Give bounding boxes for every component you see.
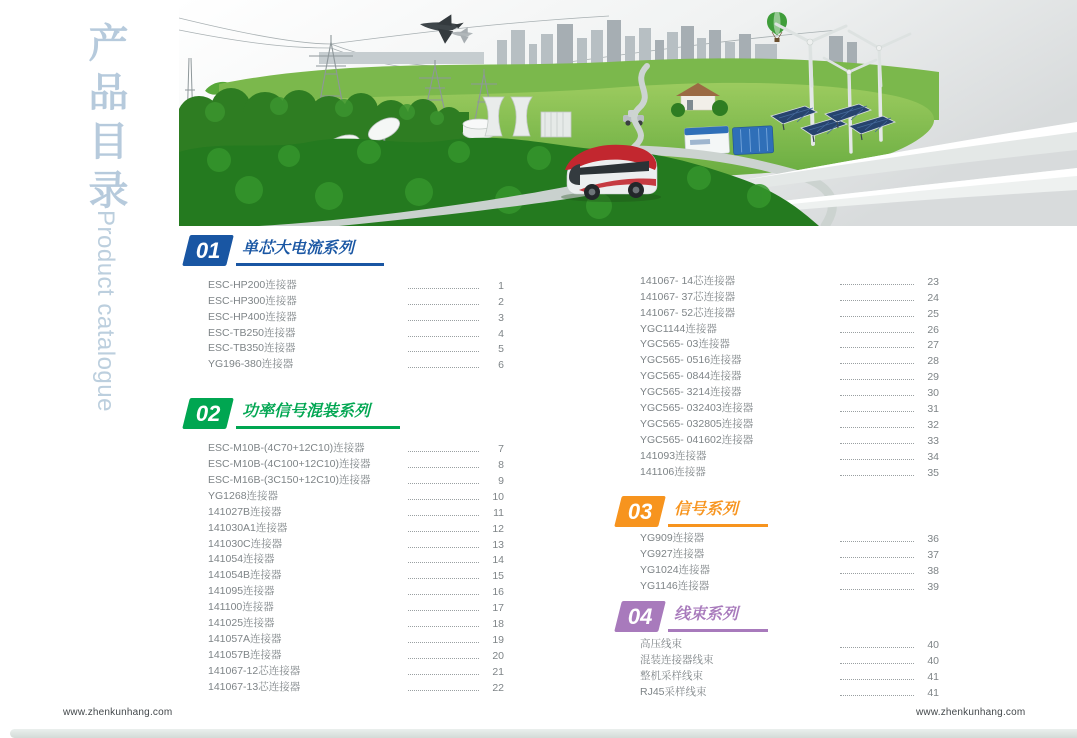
toc-page-number: 32 bbox=[927, 418, 939, 431]
toc-page-number: 13 bbox=[492, 538, 504, 551]
toc-entry[interactable] bbox=[640, 336, 939, 352]
toc-page-number: 25 bbox=[927, 307, 939, 320]
toc-entry-label: ESC-HP200连接器 bbox=[208, 278, 297, 291]
section-number-badge bbox=[182, 235, 234, 266]
section-title: 线束系列 bbox=[668, 601, 768, 632]
toc-entry[interactable] bbox=[208, 340, 504, 356]
section-title: 信号系列 bbox=[668, 496, 768, 527]
toc-entry[interactable] bbox=[208, 276, 504, 292]
toc-leader-dots bbox=[408, 483, 479, 484]
toc-entry-label: 整机采样线束 bbox=[640, 669, 703, 682]
toc-leader-dots bbox=[408, 288, 479, 289]
toc-entry-label: 141067- 52芯连接器 bbox=[640, 306, 736, 319]
toc-page-number: 7 bbox=[498, 443, 504, 456]
toc-entry-label: 141100连接器 bbox=[208, 601, 274, 614]
toc-entry-label: 141030C连接器 bbox=[208, 537, 283, 550]
toc-entry-label: YGC565- 03连接器 bbox=[640, 338, 730, 351]
toc-page-number: 22 bbox=[492, 681, 504, 694]
toc-entry-label: YG909连接器 bbox=[640, 532, 705, 545]
toc-page-number: 28 bbox=[927, 355, 939, 368]
toc-leader-dots bbox=[408, 451, 479, 452]
toc-section-03 bbox=[618, 493, 939, 594]
toc-leader-dots bbox=[840, 347, 914, 348]
toc-leader-dots bbox=[840, 679, 914, 680]
toc-item-list bbox=[186, 439, 504, 693]
toc-entry-label: YGC1144连接器 bbox=[640, 322, 717, 335]
toc-page-number: 6 bbox=[498, 359, 504, 372]
toc-page-number: 5 bbox=[498, 343, 504, 356]
toc-entry-label: ESC-TB350连接器 bbox=[208, 342, 296, 355]
toc-item-list bbox=[618, 635, 939, 699]
toc-entry-label: YGC565- 032403连接器 bbox=[640, 402, 754, 415]
toc-entry[interactable] bbox=[640, 667, 939, 683]
toc-leader-dots bbox=[408, 610, 479, 611]
toc-page-number: 17 bbox=[492, 602, 504, 615]
toc-leader-dots bbox=[840, 395, 914, 396]
section-header bbox=[618, 493, 939, 527]
toc-page-number: 4 bbox=[498, 327, 504, 340]
toc-page-number: 3 bbox=[498, 311, 504, 324]
footer-bar bbox=[10, 729, 1077, 738]
toc-leader-dots bbox=[840, 647, 914, 648]
toc-entry[interactable] bbox=[640, 447, 939, 463]
toc-entry[interactable] bbox=[208, 355, 504, 371]
toc-entry[interactable] bbox=[208, 308, 504, 324]
section-header bbox=[186, 232, 504, 266]
toc-leader-dots bbox=[840, 589, 914, 590]
toc-leader-dots bbox=[408, 578, 479, 579]
toc-leader-dots bbox=[408, 594, 479, 595]
toc-entry[interactable] bbox=[640, 320, 939, 336]
section-title: 单芯大电流系列 bbox=[236, 235, 384, 266]
toc-entry-label: 141067- 37芯连接器 bbox=[640, 290, 736, 303]
toc-entry[interactable] bbox=[640, 399, 939, 415]
toc-page-number: 12 bbox=[492, 522, 504, 535]
toc-leader-dots bbox=[840, 284, 914, 285]
toc-entry[interactable] bbox=[640, 651, 939, 667]
section-title: 功率信号混装系列 bbox=[236, 398, 400, 429]
toc-leader-dots bbox=[840, 300, 914, 301]
toc-entry-label: YGC565- 0516连接器 bbox=[640, 354, 742, 367]
section-number: 02 bbox=[195, 400, 221, 426]
toc-entry-label: YG927连接器 bbox=[640, 548, 705, 561]
toc-page-number: 16 bbox=[492, 586, 504, 599]
toc-leader-dots bbox=[840, 363, 914, 364]
toc-entry[interactable] bbox=[208, 455, 504, 471]
toc-leader-dots bbox=[408, 499, 479, 500]
toc-page-number: 8 bbox=[498, 459, 504, 472]
toc-leader-dots bbox=[840, 663, 914, 664]
toc-leader-dots bbox=[408, 674, 479, 675]
toc-entry-label: ESC-M10B-(4C100+12C10)连接器 bbox=[208, 458, 371, 471]
toc-page-number: 33 bbox=[927, 434, 939, 447]
toc-entry[interactable] bbox=[208, 535, 504, 551]
toc-entry-label: 141093连接器 bbox=[640, 449, 707, 462]
toc-entry-label: 高压线束 bbox=[640, 638, 682, 651]
catalogue-title-en: Product catalogue bbox=[92, 210, 119, 412]
toc-entry-label: 141067-12芯连接器 bbox=[208, 664, 301, 677]
toc-entry[interactable] bbox=[640, 463, 939, 479]
toc-leader-dots bbox=[840, 316, 914, 317]
catalogue-title-cn: 产品目录 bbox=[83, 22, 127, 218]
toc-page-number: 18 bbox=[492, 618, 504, 631]
section-header bbox=[618, 598, 939, 632]
toc-entry-label: YG1024连接器 bbox=[640, 564, 711, 577]
toc-leader-dots bbox=[408, 351, 479, 352]
toc-page-number: 14 bbox=[492, 554, 504, 567]
toc-entry-label: 141054连接器 bbox=[208, 553, 275, 566]
toc-entry-label: YGC565- 0844连接器 bbox=[640, 370, 742, 383]
toc-item-list bbox=[186, 276, 504, 371]
toc-entry[interactable] bbox=[208, 487, 504, 503]
toc-entry-label: YGC565- 032805连接器 bbox=[640, 417, 754, 430]
toc-entry-label: 141027B连接器 bbox=[208, 505, 282, 518]
toc-entry[interactable] bbox=[640, 561, 939, 577]
toc-entry[interactable] bbox=[640, 683, 939, 699]
toc-leader-dots bbox=[408, 658, 479, 659]
toc-leader-dots bbox=[840, 379, 914, 380]
toc-item-list bbox=[618, 530, 939, 594]
toc-entry-label: ESC-TB250连接器 bbox=[208, 326, 296, 339]
toc-entry-label: ESC-M10B-(4C70+12C10)连接器 bbox=[208, 442, 365, 455]
toc-entry-label: YGC565- 3214连接器 bbox=[640, 386, 742, 399]
toc-leader-dots bbox=[408, 336, 479, 337]
toc-entry-label: 141095连接器 bbox=[208, 585, 275, 598]
toc-leader-dots bbox=[840, 332, 914, 333]
toc-entry[interactable] bbox=[640, 635, 939, 651]
toc-entry[interactable] bbox=[208, 678, 504, 694]
toc-leader-dots bbox=[408, 515, 479, 516]
toc-entry[interactable] bbox=[208, 471, 504, 487]
section-number-badge bbox=[182, 398, 234, 429]
toc-entry[interactable] bbox=[208, 503, 504, 519]
toc-page-number: 2 bbox=[498, 295, 504, 308]
toc-entry[interactable] bbox=[640, 272, 939, 288]
toc-leader-dots bbox=[840, 475, 914, 476]
toc-entry-label: YGC565- 041602连接器 bbox=[640, 433, 754, 446]
section-header bbox=[186, 395, 504, 429]
toc-entry-label: 141067-13芯连接器 bbox=[208, 680, 301, 693]
toc-entry-label: 141054B连接器 bbox=[208, 569, 282, 582]
toc-page-number: 29 bbox=[927, 371, 939, 384]
toc-entry[interactable] bbox=[208, 566, 504, 582]
toc-entry-label: RJ45采样线束 bbox=[640, 685, 707, 698]
toc-page-number: 31 bbox=[927, 403, 939, 416]
toc-leader-dots bbox=[840, 443, 914, 444]
toc-section-02 bbox=[186, 395, 504, 693]
toc-entry[interactable] bbox=[640, 577, 939, 593]
toc-entry-label: ESC-HP300连接器 bbox=[208, 294, 297, 307]
toc-entry-label: 混装连接器线束 bbox=[640, 653, 714, 666]
toc-entry[interactable] bbox=[208, 630, 504, 646]
toc-leader-dots bbox=[408, 304, 479, 305]
toc-page-number: 39 bbox=[927, 581, 939, 594]
toc-leader-dots bbox=[840, 541, 914, 542]
section-number: 04 bbox=[627, 603, 653, 629]
toc-entry[interactable] bbox=[208, 439, 504, 455]
toc-entry[interactable] bbox=[208, 324, 504, 340]
toc-leader-dots bbox=[408, 531, 479, 532]
section-number: 03 bbox=[627, 498, 653, 524]
toc-page-number: 9 bbox=[498, 475, 504, 488]
toc-page-number: 41 bbox=[927, 686, 939, 699]
toc-page-number: 35 bbox=[927, 466, 939, 479]
toc-leader-dots bbox=[408, 367, 479, 368]
toc-entry-label: 141030A1连接器 bbox=[208, 521, 288, 534]
toc-page-number: 23 bbox=[927, 275, 939, 288]
toc-item-list bbox=[618, 272, 939, 479]
toc-entry-label: YG196-380连接器 bbox=[208, 358, 294, 371]
section-number-badge bbox=[614, 601, 666, 632]
toc-entry[interactable] bbox=[208, 662, 504, 678]
toc-leader-dots bbox=[840, 695, 914, 696]
toc-page-number: 11 bbox=[493, 506, 504, 519]
toc-entry[interactable] bbox=[640, 431, 939, 447]
hero-image bbox=[179, 0, 1077, 226]
toc-entry[interactable] bbox=[640, 415, 939, 431]
toc-page-number: 38 bbox=[927, 565, 939, 578]
toc-leader-dots bbox=[408, 547, 479, 548]
toc-entry-label: ESC-M16B-(3C150+12C10)连接器 bbox=[208, 474, 371, 487]
toc-leader-dots bbox=[840, 411, 914, 412]
toc-page-number: 10 bbox=[492, 490, 504, 503]
toc-section-continued bbox=[618, 272, 939, 479]
toc-leader-dots bbox=[408, 642, 479, 643]
toc-page-number: 30 bbox=[927, 387, 939, 400]
toc-leader-dots bbox=[840, 573, 914, 574]
toc-page-number: 27 bbox=[927, 339, 939, 352]
toc-entry[interactable] bbox=[208, 598, 504, 614]
toc-entry[interactable] bbox=[640, 367, 939, 383]
toc-entry-label: ESC-HP400连接器 bbox=[208, 310, 297, 323]
toc-entry[interactable] bbox=[640, 530, 939, 546]
toc-entry-label: 141057A连接器 bbox=[208, 632, 282, 645]
toc-page-number: 1 bbox=[498, 279, 504, 292]
toc-entry-label: YG1268连接器 bbox=[208, 489, 279, 502]
toc-entry-label: 141025连接器 bbox=[208, 617, 275, 630]
toc-entry[interactable] bbox=[640, 304, 939, 320]
toc-entry[interactable] bbox=[208, 582, 504, 598]
toc-page-number: 37 bbox=[927, 549, 939, 562]
toc-leader-dots bbox=[840, 459, 914, 460]
toc-entry[interactable] bbox=[640, 288, 939, 304]
website-url-right[interactable]: www.zhenkunhang.com bbox=[916, 707, 1026, 718]
toc-page-number: 40 bbox=[927, 654, 939, 667]
toc-leader-dots bbox=[408, 690, 479, 691]
toc-page-number: 20 bbox=[492, 649, 504, 662]
toc-entry-label: 141067- 14芯连接器 bbox=[640, 274, 736, 287]
toc-page-number: 21 bbox=[492, 665, 504, 678]
toc-section-01 bbox=[186, 232, 504, 371]
toc-leader-dots bbox=[840, 427, 914, 428]
toc-entry[interactable] bbox=[640, 351, 939, 367]
toc-leader-dots bbox=[408, 562, 479, 563]
toc-entry[interactable] bbox=[208, 292, 504, 308]
toc-column-left bbox=[186, 232, 504, 694]
section-number-badge bbox=[614, 496, 666, 527]
toc-entry[interactable] bbox=[208, 614, 504, 630]
toc-entry[interactable] bbox=[208, 646, 504, 662]
toc-entry-label: YG1146连接器 bbox=[640, 580, 710, 593]
toc-page-number: 15 bbox=[492, 570, 504, 583]
toc-leader-dots bbox=[408, 467, 479, 468]
section-number: 01 bbox=[195, 237, 221, 263]
toc-leader-dots bbox=[840, 557, 914, 558]
toc-page-number: 40 bbox=[927, 639, 939, 652]
toc-entry-label: 141106连接器 bbox=[640, 465, 706, 478]
toc-page-number: 24 bbox=[927, 291, 939, 304]
toc-page-number: 34 bbox=[927, 450, 939, 463]
toc-leader-dots bbox=[408, 626, 479, 627]
toc-page-number: 41 bbox=[927, 670, 939, 683]
toc-section-04 bbox=[618, 598, 939, 699]
toc-page-number: 19 bbox=[492, 633, 504, 646]
toc-page-number: 36 bbox=[927, 533, 939, 546]
toc-entry[interactable] bbox=[208, 551, 504, 567]
toc-page-number: 26 bbox=[927, 323, 939, 336]
toc-entry[interactable] bbox=[640, 383, 939, 399]
toc-entry[interactable] bbox=[640, 545, 939, 561]
toc-entry-label: 141057B连接器 bbox=[208, 648, 282, 661]
website-url-left[interactable]: www.zhenkunhang.com bbox=[63, 707, 173, 718]
toc-column-right bbox=[618, 272, 939, 699]
toc-entry[interactable] bbox=[208, 519, 504, 535]
toc-leader-dots bbox=[408, 320, 479, 321]
